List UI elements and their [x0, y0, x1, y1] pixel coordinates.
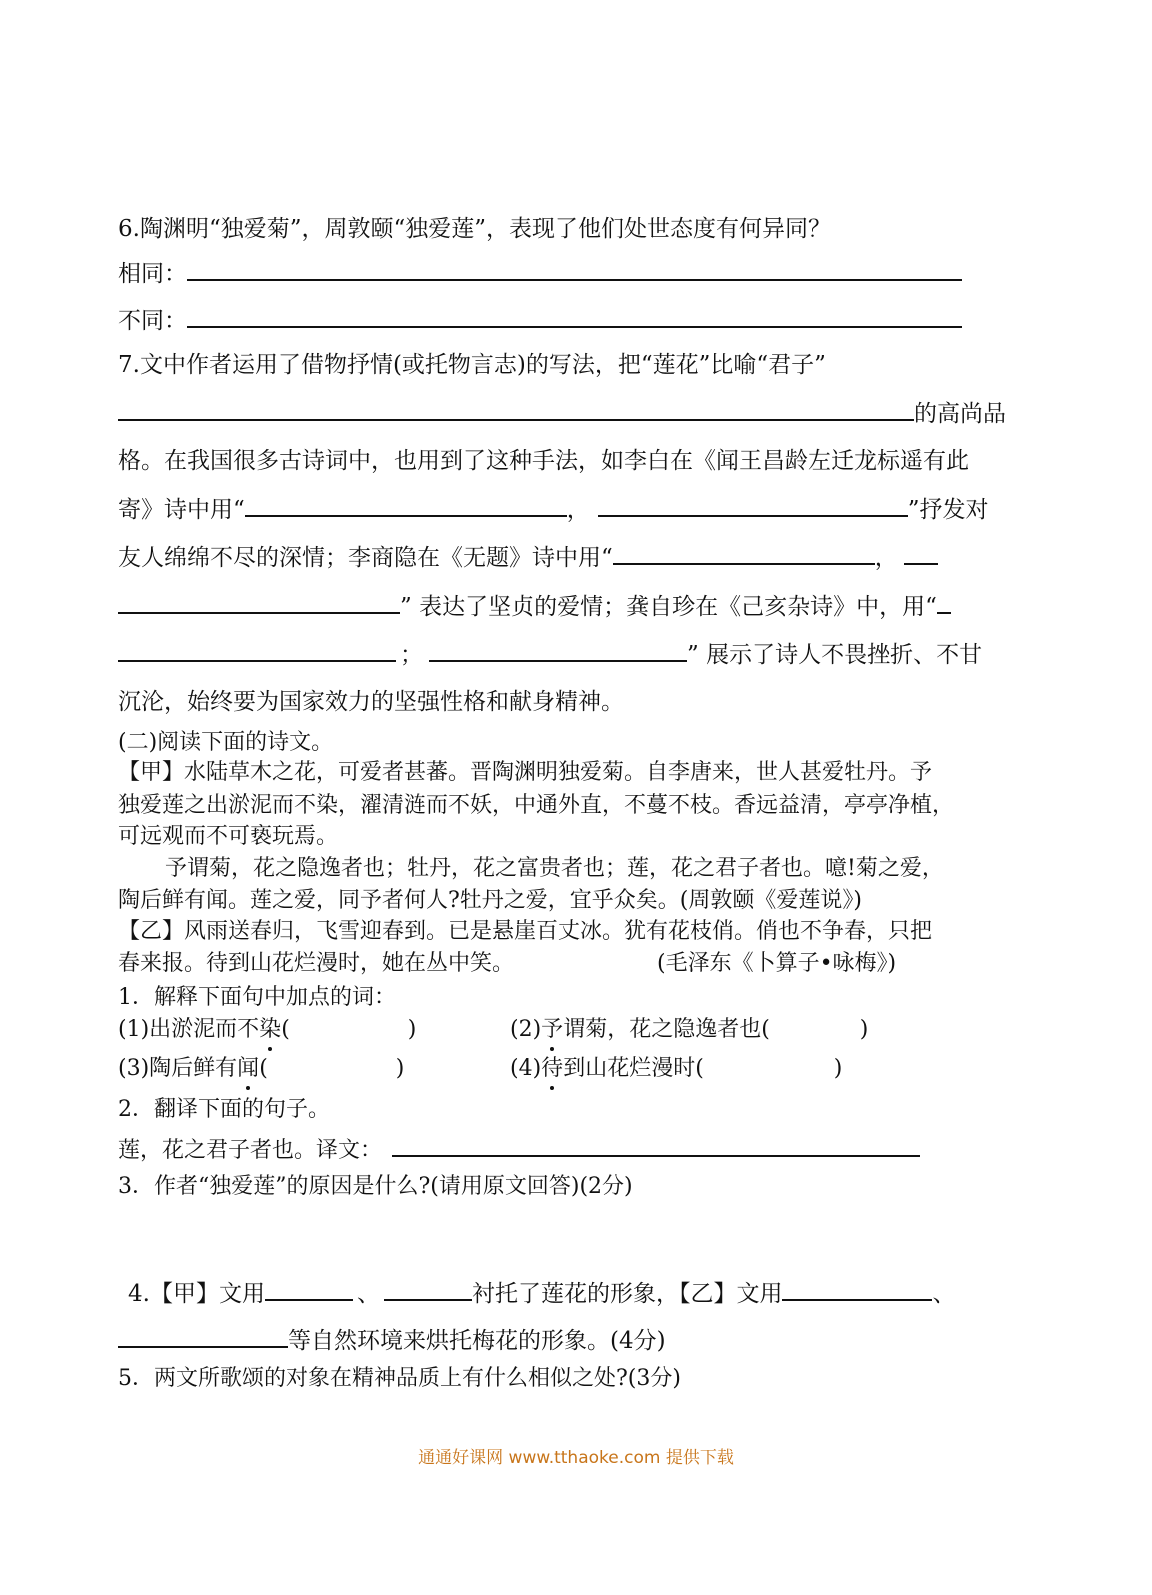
q1-3	[118, 1054, 404, 1084]
q4-d: 、	[932, 1281, 956, 1307]
footer-credit: 通通好课网 www.tthaoke.com 提供下载	[418, 1448, 734, 1468]
q2-prompt: 2．翻译下面的句子。	[118, 1097, 330, 1122]
q4-a: 4.【甲】文用	[128, 1281, 265, 1307]
q5-prompt: 5．两文所歌颂的对象在精神品质上有什么相似之处?(3分)	[118, 1366, 681, 1391]
q7-line4-c: ”抒发对	[907, 497, 989, 523]
q3-prompt: 3．作者“独爱莲”的原因是什么?(请用原文回答)(2分)	[118, 1174, 633, 1199]
q7-line7-b: ” 展示了诗人不畏挫折、不甘	[687, 642, 983, 668]
q1-2-post: 谓菊，花之隐逸者也(	[563, 1017, 770, 1042]
q6-same-label: 相同：	[118, 261, 187, 287]
q1-4	[510, 1054, 842, 1084]
q1-4-dotted-word: 待	[541, 1054, 563, 1084]
q1-4-post: 到山花烂漫时(	[563, 1056, 704, 1081]
q1-1	[118, 1015, 416, 1045]
q7-lishangyin-blank-1[interactable]	[613, 541, 875, 565]
q1-3-pre: (3)陶后鲜有	[118, 1056, 238, 1081]
q7-line2	[118, 397, 1006, 429]
q4-e: 等自然环境来烘托梅花的形象。(4分)	[288, 1328, 666, 1354]
q4-b: 、	[356, 1281, 380, 1307]
q7-gongzizhen-blank-3[interactable]	[429, 638, 687, 662]
q2-translation-blank[interactable]	[392, 1133, 920, 1157]
q1-prompt: 1．解释下面句中加点的词：	[118, 985, 396, 1010]
q1-1-dotted-word: 染	[259, 1015, 281, 1045]
q1-3-close: )	[395, 1056, 405, 1081]
q7-line3: 格。在我国很多古诗词中，也用到了这种手法，如李白在《闻王昌龄左迁龙标遥有此	[118, 448, 969, 474]
q7-gongzizhen-blank-2[interactable]	[118, 638, 396, 662]
q7-lishangyin-blank-2[interactable]	[904, 541, 938, 565]
q7-line5	[118, 541, 938, 573]
q6-same-row	[118, 257, 962, 289]
q7-line8: 沉沦，始终要为国家效力的坚强性格和献身精神。	[118, 689, 624, 715]
q4-yi-blank-1[interactable]	[782, 1277, 932, 1301]
q4-jia-blank-1[interactable]	[265, 1277, 353, 1301]
q6-diff-label: 不同：	[118, 308, 187, 334]
jia-p2-l2: 陶后鲜有闻。莲之爱，同予者何人?牡丹之爱，宜乎众矣。(周敦颐《爱莲说》)	[118, 888, 862, 913]
q7-line6-a: ” 表达了坚贞的爱情；龚自珍在《己亥杂诗》中，用“	[400, 594, 937, 620]
q1-4-close: )	[833, 1056, 843, 1081]
q1-2-dotted-word: 予	[541, 1015, 563, 1045]
jia-p1-l1: 【甲】水陆草木之花，可爱者甚蕃。晋陶渊明独爱菊。自李唐来，世人甚爱牡丹。予	[118, 760, 933, 785]
q7-junzi-blank[interactable]	[118, 397, 914, 421]
q7-line4	[118, 493, 989, 525]
jia-p1-l3: 可远观而不可亵玩焉。	[118, 824, 339, 849]
q6-question: 6.陶渊明“独爱菊”，周敦颐“独爱莲”，表现了他们处世态度有何异同？	[118, 216, 831, 242]
q7-line1: 7.文中作者运用了借物抒情(或托物言志)的写法，把“莲花”比喻“君子”	[118, 352, 826, 378]
q7-line6	[118, 590, 951, 622]
q7-line4-a: 寄》诗中用“	[118, 497, 245, 523]
q1-1-post: (	[281, 1017, 290, 1042]
q2-row	[118, 1133, 920, 1166]
q4-yi-blank-2[interactable]	[118, 1324, 288, 1348]
q7-libai-blank-1[interactable]	[245, 493, 567, 517]
q6-same-blank[interactable]	[187, 257, 962, 281]
q7-gongzizhen-blank-1[interactable]	[937, 590, 951, 614]
q6-diff-blank[interactable]	[187, 304, 962, 328]
q7-line7-a: ；	[400, 642, 423, 668]
part2-heading: (二)阅读下面的诗文。	[118, 730, 334, 755]
yi-source: (毛泽东《卜算子•咏梅》)	[657, 951, 897, 976]
q1-2-pre: (2)	[510, 1017, 542, 1042]
q7-line5-b: ，	[874, 545, 898, 571]
jia-p1-l2: 独爱莲之出淤泥而不染，濯清涟而不妖，中通外直，不蔓不枝。香远益清，亭亭净植，	[118, 793, 955, 818]
q7-lishangyin-blank-3[interactable]	[118, 590, 400, 614]
q4-row2	[118, 1324, 666, 1356]
q7-line7	[118, 638, 982, 670]
q7-line5-a: 友人绵绵不尽的深情；李商隐在《无题》诗中用“	[118, 545, 613, 571]
q7-line4-b: ，	[566, 497, 590, 523]
q1-2-close: )	[859, 1017, 869, 1042]
q7-line2-tail: 的高尚品	[914, 401, 1006, 427]
yi-l1: 【乙】风雨送春归，飞雪迎春到。已是悬崖百丈冰。犹有花枝俏。俏也不争春，只把	[118, 919, 933, 944]
q1-1-pre: (1)出淤泥而不	[118, 1017, 260, 1042]
yi-l2: 春来报。待到山花烂漫时，她在丛中笑。	[118, 951, 515, 976]
q4-jia-blank-2[interactable]	[384, 1277, 472, 1301]
q4-row1	[128, 1277, 955, 1309]
jia-p2-l1: 予谓菊，花之隐逸者也；牡丹，花之富贵者也；莲，花之君子者也。噫!菊之爱，	[165, 856, 944, 881]
q1-3-post: (	[259, 1056, 268, 1081]
q1-3-dotted-word: 闻	[237, 1054, 259, 1084]
q7-libai-blank-2[interactable]	[598, 493, 908, 517]
q1-2	[510, 1015, 868, 1045]
q6-diff-row	[118, 304, 962, 336]
q1-4-pre: (4)	[510, 1056, 542, 1081]
q4-c: 衬托了莲花的形象，【乙】文用	[471, 1281, 783, 1307]
q1-1-close: )	[407, 1017, 417, 1042]
q2-sentence: 莲，花之君子者也。译文：	[118, 1138, 383, 1163]
